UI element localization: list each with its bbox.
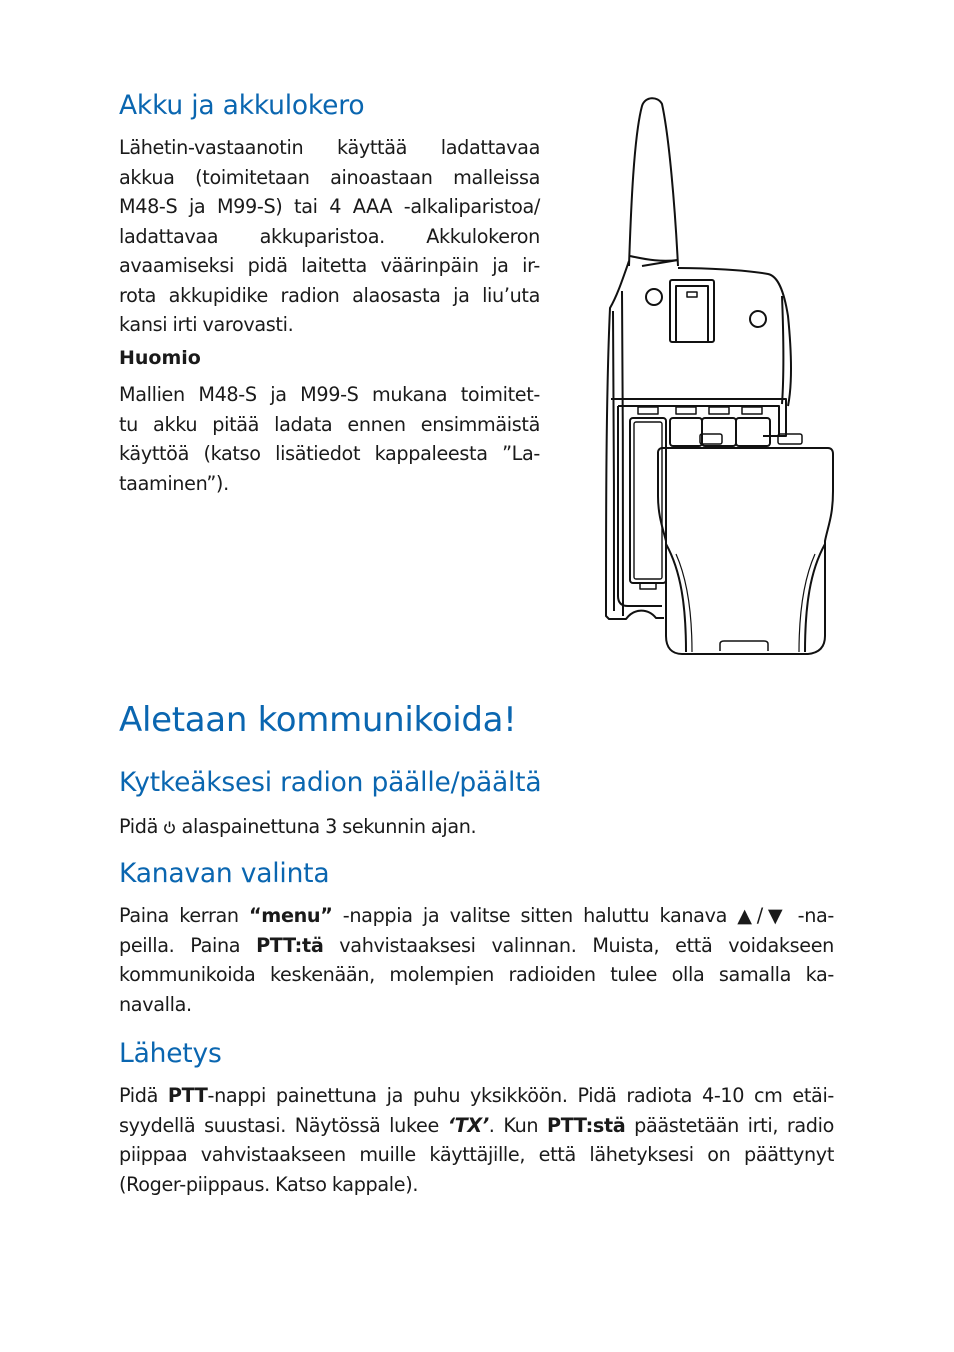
text-run: vahvistaaksesi valinnan. Muista, että voidakseen bbox=[323, 933, 834, 957]
text-run: peilla. Paina bbox=[119, 933, 257, 957]
channel-line: navalla. bbox=[119, 992, 192, 1016]
note-line: tu akku pitää ladata ennen ensimmäistä bbox=[119, 412, 540, 436]
text-run: -nappia ja valitse sitten haluttu kanava ▲/▼ -na- bbox=[332, 904, 834, 927]
text-run: -nappi painettuna ja puhu yksikköön. Pidä radiota 4-10 cm etäi- bbox=[207, 1084, 834, 1107]
text-run: syydellä suustasi. Näytössä lukee bbox=[119, 1113, 448, 1137]
power-text-after: alaspainettuna 3 sekunnin ajan. bbox=[181, 815, 477, 838]
battery-heading: Akku ja akkulokero bbox=[119, 90, 365, 121]
battery-line: akkua (toimitetaan ainoastaan malleissa bbox=[119, 165, 540, 189]
channel-heading: Kanavan valinta bbox=[119, 858, 330, 889]
text-run: . Kun bbox=[488, 1113, 547, 1137]
note-heading: Huomio bbox=[119, 347, 201, 369]
main-heading: Aletaan kommunikoida! bbox=[119, 700, 517, 740]
menu-term: “menu” bbox=[249, 904, 333, 927]
power-icon bbox=[163, 820, 176, 834]
channel-line bbox=[119, 931, 834, 961]
note-line: käyttöä (katso lisätiedot kappaleesta ”La- bbox=[119, 442, 540, 465]
battery-line: kansi irti varovasti. bbox=[119, 313, 294, 336]
transmit-line: (Roger-piippaus. Katso kappale). bbox=[119, 1172, 419, 1196]
transmit-paragraph bbox=[119, 1081, 834, 1199]
channel-line: kommunikoida keskenään, molempien radioiden tulee olla samalla ka- bbox=[119, 963, 834, 986]
note-paragraph bbox=[119, 380, 540, 498]
battery-line: Lähetin-vastaanotin käyttää ladattavaa bbox=[119, 136, 540, 159]
walkie-talkie-battery-compartment-illustration bbox=[596, 96, 841, 664]
ptt-term: PTT:tä bbox=[256, 933, 324, 957]
note-line: taaminen”). bbox=[119, 471, 229, 495]
power-heading: Kytkeäksesi radion päälle/päältä bbox=[119, 767, 542, 798]
transmit-line bbox=[119, 1081, 834, 1111]
transmit-heading: Lähetys bbox=[119, 1038, 222, 1069]
power-text-before: Pidä bbox=[119, 815, 159, 838]
battery-line: avaamiseksi pidä laitetta väärinpäin ja ir- bbox=[119, 254, 540, 277]
transmit-line: piippaa vahvistaakseen muille käyttäjille, että lähetyksesi on päättynyt bbox=[119, 1143, 834, 1166]
ptt-term: PTT bbox=[167, 1084, 208, 1107]
note-line: Mallien M48-S ja M99-S mukana toimitet- bbox=[119, 383, 540, 406]
battery-line: rota akkupidike radion alaosasta ja liu’uta bbox=[119, 283, 540, 307]
battery-line: ladattavaa akkuparistoa. Akkulokeron bbox=[119, 224, 540, 248]
tx-term: ‘TX’ bbox=[447, 1113, 489, 1137]
ptt-term: PTT:stä bbox=[546, 1113, 626, 1137]
battery-paragraph bbox=[119, 133, 540, 340]
power-paragraph bbox=[119, 812, 834, 842]
battery-line: M48-S ja M99-S) tai 4 AAA -alkaliparistoa/ bbox=[119, 195, 540, 218]
text-run: Paina kerran bbox=[119, 904, 250, 927]
channel-line bbox=[119, 901, 834, 931]
text-run: päästetään irti, radio bbox=[625, 1113, 834, 1137]
transmit-line bbox=[119, 1111, 834, 1141]
text-run: Pidä bbox=[119, 1084, 168, 1107]
channel-paragraph bbox=[119, 901, 834, 1019]
